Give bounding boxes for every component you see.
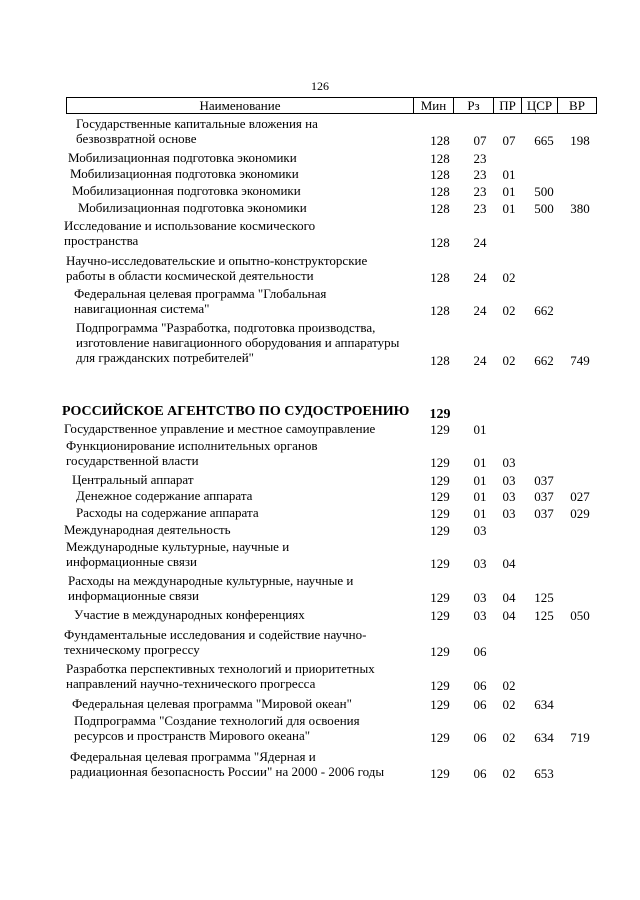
- cell-pr: 02: [502, 353, 516, 368]
- table-row: [0, 505, 640, 521]
- cell-min: 129: [430, 473, 450, 488]
- cell-rz: 24: [473, 270, 487, 285]
- table-row: [0, 749, 640, 781]
- row-name: Государственное управление и местное самоуправление: [64, 421, 376, 436]
- cell-rz: 03: [473, 590, 487, 605]
- cell-rz: 06: [473, 730, 487, 745]
- cell-rz: 03: [473, 608, 487, 623]
- table-row: [0, 488, 640, 504]
- cell-min: 128: [430, 151, 450, 166]
- cell-pr: 04: [502, 590, 516, 605]
- row-name: Мобилизационная подготовка экономики: [78, 200, 307, 215]
- cell-pr: 04: [502, 608, 516, 623]
- cell-csr: 634: [534, 730, 554, 745]
- row-name: Научно-исследовательские и опытно-конструкторские работы в области космической деятельности: [66, 253, 368, 283]
- cell-rz: 06: [473, 697, 487, 712]
- row-name: Мобилизационная подготовка экономики: [72, 183, 301, 198]
- cell-min: 129: [429, 407, 451, 422]
- cell-csr: 634: [534, 697, 554, 712]
- cell-rz: 23: [473, 184, 487, 199]
- page-number: 126: [311, 79, 329, 93]
- table-row: [0, 438, 640, 470]
- row-name: Государственные капитальные вложения на безвозвратной основе: [76, 116, 318, 146]
- cell-rz: 03: [473, 556, 487, 571]
- cell-pr: 02: [502, 697, 516, 712]
- cell-rz: 06: [473, 678, 487, 693]
- cell-csr: 125: [534, 590, 554, 605]
- row-name: Федеральная целевая программа "Ядерная и радиационная безопасность России" на 2000 - 2006 годы: [70, 749, 385, 779]
- cell-min: 129: [430, 678, 450, 693]
- cell-min: 128: [430, 167, 450, 182]
- cell-csr: 500: [534, 184, 554, 199]
- cell-rz: 01: [473, 422, 487, 437]
- cell-rz: 24: [473, 353, 487, 368]
- cell-csr: 037: [534, 473, 554, 488]
- cell-min: 128: [430, 201, 450, 216]
- row-name: Мобилизационная подготовка экономики: [68, 150, 297, 165]
- cell-min: 129: [430, 523, 450, 538]
- cell-min: 129: [430, 489, 450, 504]
- cell-rz: 01: [473, 506, 487, 521]
- cell-vr: 198: [570, 133, 590, 148]
- cell-rz: 23: [473, 151, 487, 166]
- cell-min: 129: [430, 556, 450, 571]
- cell-pr: 02: [502, 270, 516, 285]
- cell-csr: 037: [534, 489, 554, 504]
- cell-csr: 037: [534, 506, 554, 521]
- table-row: [0, 166, 640, 182]
- column-header-name: Наименование: [199, 98, 281, 113]
- cell-pr: 02: [502, 766, 516, 781]
- section-heading-row: [0, 404, 640, 422]
- cell-vr: 050: [570, 608, 590, 623]
- cell-csr: 665: [534, 133, 554, 148]
- table-row: [0, 253, 640, 285]
- row-name: Участие в международных конференциях: [74, 607, 305, 622]
- cell-pr: 02: [502, 730, 516, 745]
- row-name: Международные культурные, научные и информационные связи: [66, 539, 290, 569]
- cell-rz: 01: [473, 455, 487, 470]
- cell-pr: 03: [502, 489, 516, 504]
- cell-min: 129: [430, 644, 450, 659]
- cell-rz: 03: [473, 523, 487, 538]
- column-header-rz: Рз: [453, 98, 493, 113]
- table-row: [0, 607, 640, 623]
- cell-rz: 06: [473, 766, 487, 781]
- cell-pr: 01: [502, 201, 516, 216]
- cell-pr: 07: [502, 133, 516, 148]
- cell-min: 129: [430, 422, 450, 437]
- cell-pr: 03: [502, 506, 516, 521]
- column-header-min: Мин: [413, 98, 453, 113]
- cell-min: 128: [430, 184, 450, 199]
- column-header-pr: ПР: [493, 98, 521, 113]
- row-name: Функционирование исполнительных органов государственной власти: [66, 438, 318, 468]
- cell-rz: 01: [473, 489, 487, 504]
- column-header-csr: ЦСР: [521, 98, 557, 113]
- cell-rz: 23: [473, 167, 487, 182]
- row-name: Федеральная целевая программа "Мировой океан": [72, 696, 352, 711]
- cell-csr: 662: [534, 353, 554, 368]
- cell-min: 129: [430, 590, 450, 605]
- cell-vr: 029: [570, 506, 590, 521]
- table-row: [0, 522, 640, 538]
- cell-rz: 24: [473, 303, 487, 318]
- cell-rz: 01: [473, 473, 487, 488]
- cell-csr: 500: [534, 201, 554, 216]
- cell-min: 128: [430, 353, 450, 368]
- cell-min: 128: [430, 270, 450, 285]
- table-row: [0, 661, 640, 693]
- cell-min: 128: [430, 235, 450, 250]
- table-row: [0, 421, 640, 437]
- row-name: Расходы на международные культурные, научные и информационные связи: [68, 573, 354, 603]
- table-row: [0, 539, 640, 571]
- table-row: [0, 472, 640, 488]
- table-row: [0, 183, 640, 199]
- cell-vr: 719: [570, 730, 590, 745]
- cell-rz: 07: [473, 133, 487, 148]
- row-name: РОССИЙСКОЕ АГЕНТСТВО ПО СУДОСТРОЕНИЮ: [62, 404, 410, 419]
- row-name: Денежное содержание аппарата: [76, 488, 253, 503]
- cell-rz: 24: [473, 235, 487, 250]
- table-row: [0, 627, 640, 659]
- row-name: Подпрограмма "Создание технологий для освоения ресурсов и пространств Мирового океана": [74, 713, 360, 743]
- cell-csr: 662: [534, 303, 554, 318]
- cell-min: 129: [430, 506, 450, 521]
- cell-vr: 749: [570, 353, 590, 368]
- cell-pr: 01: [502, 184, 516, 199]
- row-name: Исследование и использование космического пространства: [64, 218, 316, 248]
- cell-rz: 23: [473, 201, 487, 216]
- cell-csr: 125: [534, 608, 554, 623]
- cell-pr: 03: [502, 473, 516, 488]
- cell-min: 129: [430, 455, 450, 470]
- row-name: Расходы на содержание аппарата: [76, 505, 259, 520]
- table-header: [66, 97, 597, 114]
- cell-rz: 06: [473, 644, 487, 659]
- row-name: Разработка перспективных технологий и приоритетных направлений научно-технического прогресса: [66, 661, 375, 691]
- cell-min: 129: [430, 766, 450, 781]
- column-header-vr: ВР: [557, 98, 596, 113]
- cell-pr: 01: [502, 167, 516, 182]
- cell-csr: 653: [534, 766, 554, 781]
- cell-min: 129: [430, 730, 450, 745]
- cell-pr: 04: [502, 556, 516, 571]
- row-name: Подпрограмма "Разработка, подготовка производства, изготовление навигационного оборудования и аппаратуры для гражданских потребителей": [76, 320, 400, 365]
- row-name: Международная деятельность: [64, 522, 231, 537]
- table-row: [0, 150, 640, 166]
- table-row: [0, 573, 640, 605]
- cell-vr: 027: [570, 489, 590, 504]
- table-row: [0, 696, 640, 712]
- cell-min: 129: [430, 697, 450, 712]
- table-row: [0, 200, 640, 216]
- row-name: Центральный аппарат: [72, 472, 194, 487]
- row-name: Федеральная целевая программа "Глобальная навигационная система": [74, 286, 327, 316]
- table-row: [0, 218, 640, 250]
- table-row: [0, 286, 640, 318]
- cell-min: 128: [430, 133, 450, 148]
- row-name: Фундаментальные исследования и содействие научно- техническому прогрессу: [64, 627, 367, 657]
- cell-pr: 03: [502, 455, 516, 470]
- cell-min: 129: [430, 608, 450, 623]
- cell-pr: 02: [502, 303, 516, 318]
- cell-vr: 380: [570, 201, 590, 216]
- cell-pr: 02: [502, 678, 516, 693]
- row-name: Мобилизационная подготовка экономики: [70, 166, 299, 181]
- table-row: [0, 713, 640, 745]
- table-row: [0, 116, 640, 148]
- table-row: [0, 320, 640, 368]
- cell-min: 128: [430, 303, 450, 318]
